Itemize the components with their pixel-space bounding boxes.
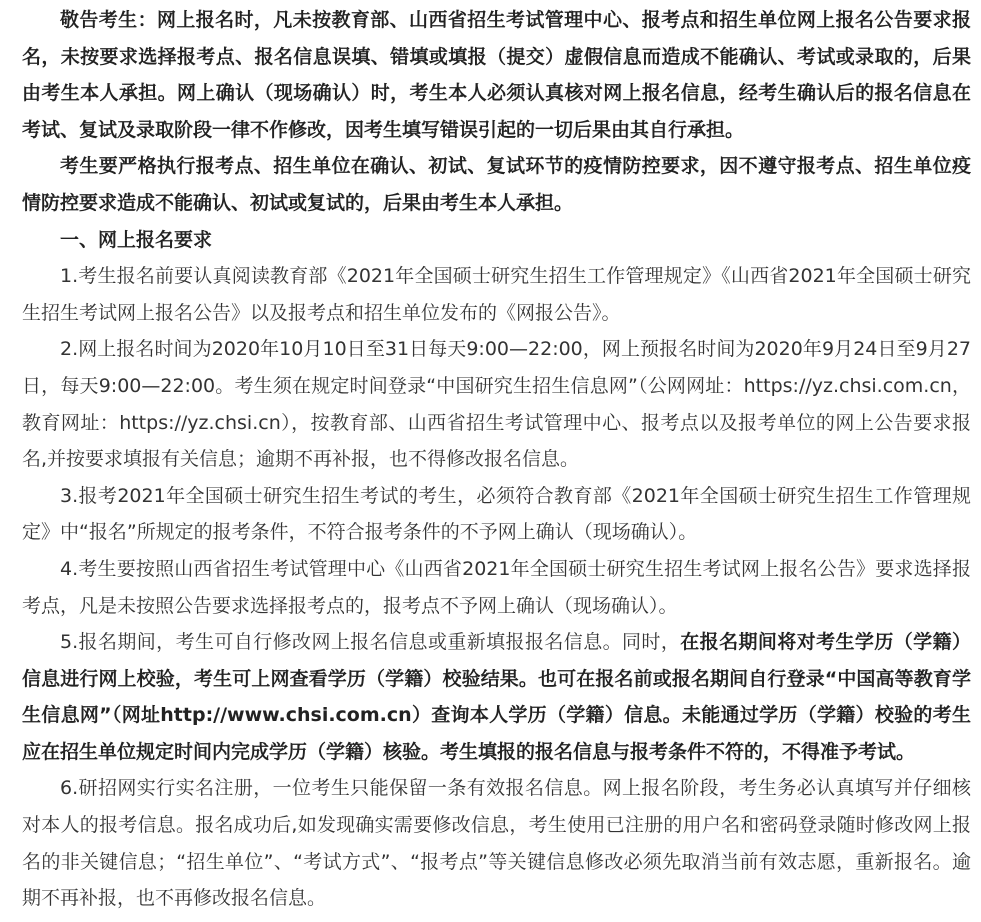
- section-heading: 一、网上报名要求: [60, 228, 213, 251]
- item-3-paragraph: 3.报考2021年全国硕士研究生招生考试的考生，必须符合教育部《2021年全国硕士研究生招生工作管理规定》中“报名”所规定的报考条件，不符合报考条件的不予网上确认（现场确认）。: [22, 484, 971, 544]
- epidemic-paragraph: 考生要严格执行报考点、招生单位在确认、初试、复试环节的疫情防控要求，因不遵守报考点、招生单位疫情防控要求造成不能确认、初试或复试的，后果由考生本人承担。: [22, 155, 971, 214]
- item-1-paragraph: 1.考生报名前要认真阅读教育部《2021年全国硕士研究生招生工作管理规定》《山西省2021年全国硕士研究生招生考试网上报名公告》以及报考点和招生单位发布的《网报公告》。: [22, 265, 971, 324]
- notice-paragraph: 敬告考生：网上报名时，凡未按教育部、山西省招生考试管理中心、报考点和招生单位网上报名公告要求报名，未按要求选择报考点、报名信息误填、错填或填报（提交）虚假信息而造成不能确认、考试或录取的，后果由考生本人承担。网上确认（现场确认）时，考生本人必须认真核对网上报名信息，经考生确认后的报名信息在考试、复试及录取阶段一律不作修改，因考生填写错误引起的一切后果由其自行承担。: [22, 9, 971, 141]
- item-5-paragraph: [22, 624, 971, 770]
- item-5-bold-text: 在报名期间将对考生学历（学籍）信息进行网上校验，考生可上网查看学历（学籍）校验结果。也可在报名前或报名期间自行登录“中国高等教育学生信息网”（网址http://www.chsi.com.cn）查询本人学历（学籍）信息。未能通过学历（学籍）校验的考生应在招生单位规定时间内完成学历（学籍）核验。考生填报的报名信息与报考条件不符的，不得准予考试。: [22, 631, 971, 763]
- item-6-paragraph: 6.研招网实行实名注册，一位考生只能保留一条有效报名信息。网上报名阶段，考生务必认真填写并仔细核对本人的报考信息。报名成功后,如发现确实需要修改信息，考生使用已注册的用户名和密码登录随时修改网上报名的非关键信息；“招生单位”、“考试方式”、“报考点”等关键信息修改必须先取消当前有效志愿，重新报名。逾期不再补报，也不再修改报名信息。: [22, 777, 971, 910]
- item-4-paragraph: 4.考生要按照山西省招生考试管理中心《山西省2021年全国硕士研究生招生考试网上报名公告》要求选择报考点，凡是未按照公告要求选择报考点的，报考点不予网上确认（现场确认）。: [22, 557, 971, 617]
- item-2-paragraph: 2.网上报名时间为2020年10月10日至31日每天9:00—22:00，网上预报名时间为2020年9月24日至9月27日，每天9:00—22:00。考生须在规定时间登录“中国研究生招生信息网”（公网网址：https://yz.chsi.com.cn，教育网址：https://yz.chsi.cn），按教育部、山西省招生考试管理中心、报考点以及报考单位的网上公告要求报名,并按要求填报有关信息；逾期不再补报，也不得修改报名信息。: [22, 338, 971, 471]
- item-5-text: 5.报名期间，考生可自行修改网上报名信息或重新填报报名信息。同时，: [60, 631, 681, 654]
